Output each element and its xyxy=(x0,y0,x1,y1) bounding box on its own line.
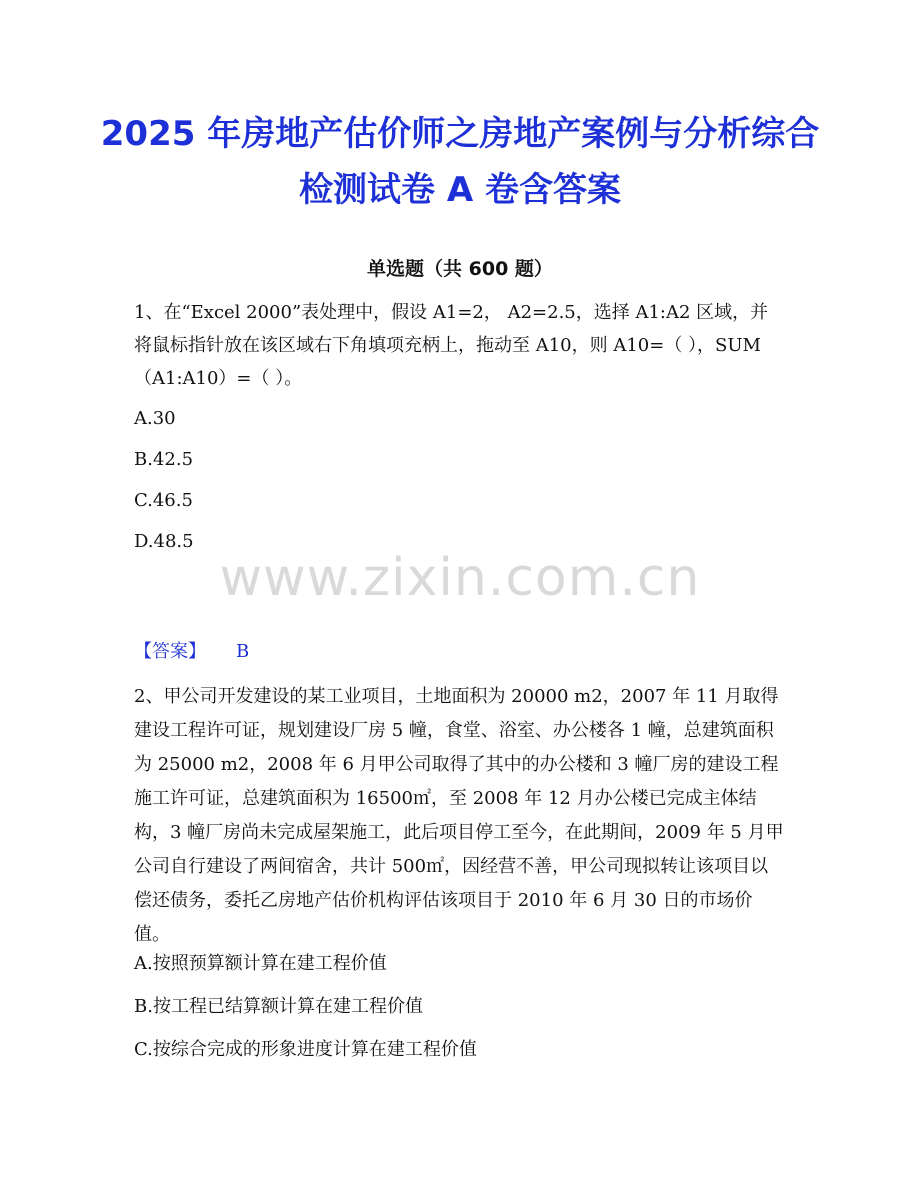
question-2-option-b: B.按工程已结算额计算在建工程价值 xyxy=(134,996,423,1017)
question-2-option-a: A.按照预算额计算在建工程价值 xyxy=(134,953,387,974)
document-title: 2025 年房地产估价师之房地产案例与分析综合检测试卷 A 卷含答案 xyxy=(100,114,820,210)
question-2-option-c: C.按综合完成的形象进度计算在建工程价值 xyxy=(134,1039,477,1060)
watermark: www.zixin.com.cn xyxy=(219,548,701,608)
question-1-option-b: B.42.5 xyxy=(134,449,194,470)
answer-value: B xyxy=(236,641,250,662)
question-1-option-d: D.48.5 xyxy=(134,531,194,552)
section-heading: 单选题（共 600 题） xyxy=(367,258,553,280)
answer-label: 【答案】 xyxy=(134,641,206,662)
question-1-option-c: C.46.5 xyxy=(134,490,193,511)
question-1-answer xyxy=(134,640,249,664)
question-1-option-a: A.30 xyxy=(134,408,176,429)
question-2-text: 2、甲公司开发建设的某工业项目，土地面积为 20000 m2，2007 年 11 月取得建设工程许可证，规划建设厂房 5 幢，食堂、浴室、办公楼各 1 幢，总建筑面积为 25000 m2，2008 年 6 月甲公司取得了其中的办公楼和 3 幢厂房的建设工程施工许可证，总建筑面积为 16500㎡，至 2008 年 12 月办公楼已完成主体结构，3 幢厂房尚未完成屋架施工，此后项目停工至今，在此期间，2009 年 5 月甲公司自行建设了两间宿舍，共计 500㎡，因经营不善，甲公司现拟转让该项目以偿还债务，委托乙房地产估价机构评估该项目于 2010 年 6 月 30 日的市场价值。 xyxy=(134,686,784,945)
question-1-text: 1、在“Excel 2000”表处理中，假设 A1=2， A2=2.5，选择 A1:A2 区域，并将鼠标指针放在该区域右下角填项充柄上，拖动至 A10，则 A10=（ ），SUM（A1:A10）=（ ）。 xyxy=(134,302,769,389)
